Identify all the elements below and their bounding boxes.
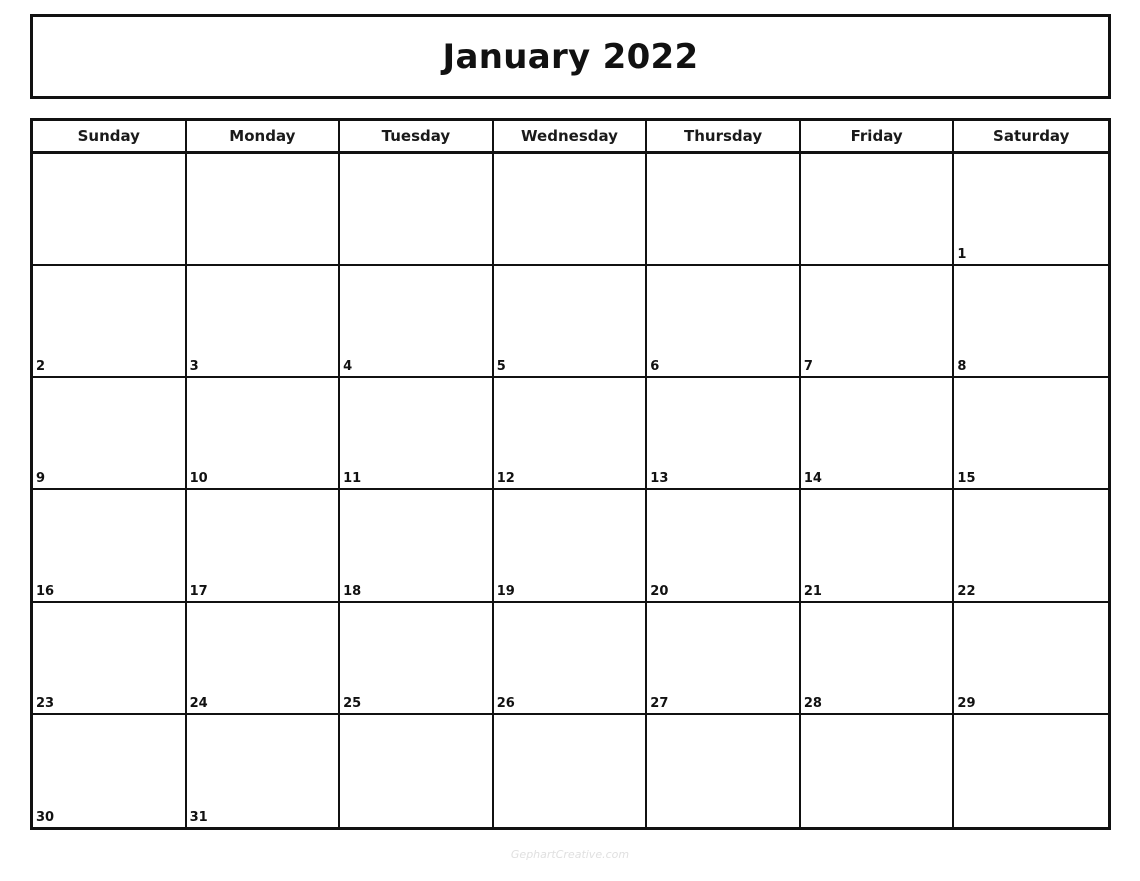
day-cell [647, 490, 801, 602]
day-cell [33, 490, 187, 602]
day-cell [954, 490, 1108, 602]
day-cell [954, 266, 1108, 378]
weekday-header-saturday: Saturday [954, 121, 1108, 154]
day-cell [954, 154, 1108, 266]
day-cell [801, 603, 955, 715]
day-cell [340, 603, 494, 715]
weekday-header-sunday: Sunday [33, 121, 187, 154]
day-number: 5 [496, 359, 506, 375]
day-number: 23 [36, 695, 55, 711]
day-cell [187, 715, 341, 827]
day-cell [340, 715, 494, 827]
day-number: 27 [650, 695, 669, 711]
calendar-title: January 2022 [442, 36, 699, 77]
day-cell [954, 603, 1108, 715]
day-number: 18 [343, 583, 362, 599]
calendar-title-box [30, 14, 1111, 99]
day-number: 9 [36, 471, 46, 487]
day-number: 19 [496, 583, 515, 599]
day-cell [340, 154, 494, 266]
day-number: 11 [343, 471, 362, 487]
day-cell [647, 266, 801, 378]
day-number: 4 [343, 359, 353, 375]
day-cell [494, 603, 648, 715]
day-cell [33, 603, 187, 715]
day-number: 30 [36, 809, 55, 825]
weekday-header-monday: Monday [187, 121, 341, 154]
day-number: 15 [957, 471, 976, 487]
day-number: 13 [650, 471, 669, 487]
day-cell [187, 490, 341, 602]
day-number: 24 [189, 695, 208, 711]
weekday-header-friday: Friday [801, 121, 955, 154]
day-number: 29 [957, 695, 976, 711]
day-cell [33, 378, 187, 490]
day-cell [647, 715, 801, 827]
day-cell [801, 266, 955, 378]
day-number: 16 [36, 583, 55, 599]
day-number: 6 [650, 359, 660, 375]
calendar-grid [30, 118, 1111, 830]
day-cell [33, 154, 187, 266]
day-cell [340, 378, 494, 490]
day-cell [954, 378, 1108, 490]
day-cell [647, 154, 801, 266]
day-number: 12 [496, 471, 515, 487]
day-cell [801, 490, 955, 602]
day-number: 17 [189, 583, 208, 599]
day-number: 22 [957, 583, 976, 599]
watermark-text: GephartCreative.com [510, 848, 630, 861]
day-cell [340, 266, 494, 378]
day-number: 28 [803, 695, 822, 711]
day-cell [954, 715, 1108, 827]
day-cell [494, 154, 648, 266]
day-number: 8 [957, 359, 967, 375]
day-number: 2 [36, 359, 46, 375]
day-cell [647, 603, 801, 715]
day-number: 31 [189, 809, 208, 825]
weekday-header-thursday: Thursday [647, 121, 801, 154]
day-cell [801, 378, 955, 490]
day-cell [647, 378, 801, 490]
day-number: 3 [189, 359, 199, 375]
day-cell [187, 603, 341, 715]
day-cell [187, 266, 341, 378]
day-cell [33, 266, 187, 378]
day-number: 25 [343, 695, 362, 711]
day-cell [33, 715, 187, 827]
day-number: 21 [803, 583, 822, 599]
day-number: 14 [803, 471, 822, 487]
weekday-header-wednesday: Wednesday [494, 121, 648, 154]
day-number: 10 [189, 471, 208, 487]
day-cell [187, 378, 341, 490]
day-cell [494, 378, 648, 490]
day-number: 26 [496, 695, 515, 711]
day-cell [187, 154, 341, 266]
day-cell [494, 266, 648, 378]
day-number: 7 [803, 359, 813, 375]
day-cell [494, 715, 648, 827]
day-cell [340, 490, 494, 602]
day-cell [801, 154, 955, 266]
day-number: 1 [957, 247, 967, 263]
day-cell [494, 490, 648, 602]
day-cell [801, 715, 955, 827]
weekday-header-tuesday: Tuesday [340, 121, 494, 154]
day-number: 20 [650, 583, 669, 599]
